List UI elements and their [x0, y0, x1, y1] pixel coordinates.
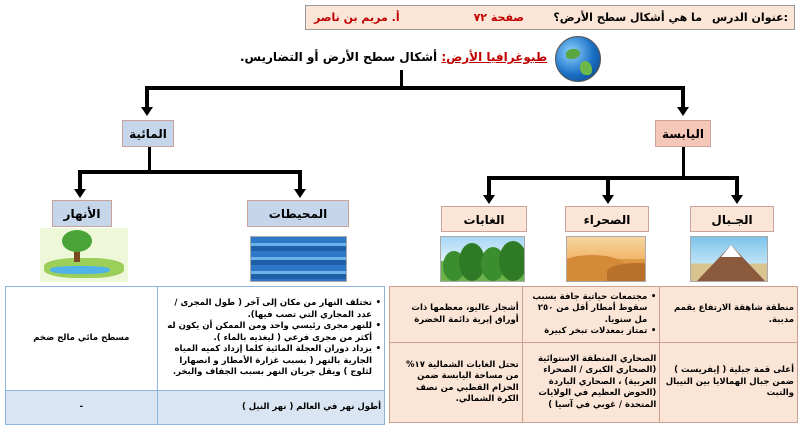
- table-row: [390, 343, 798, 423]
- connector-line: [606, 176, 610, 196]
- table-row: [390, 287, 798, 343]
- list-item: • يزداد دوران العجلة المائية كلما إزداد كميه المياه الجارية بالنهر ( بسبب غزارة الأمطار و انصهارا لثلوج ) ويقل جريان النهر بسبب الجفاف والبخر.: [161, 344, 381, 379]
- connector-line: [148, 147, 151, 171]
- desert-image: [566, 236, 646, 282]
- list-item: • مجتمعات حياتية جافة بسبب سقوط أمطار أقل من ٢٥٠ مل سنويا.: [526, 292, 657, 327]
- mountains-definition: منطقة شاهقة الارتفاع بقمم مدببة.: [660, 287, 798, 343]
- category-oceans: المحيطات: [247, 200, 349, 227]
- category-forests: الغابات: [441, 206, 527, 232]
- river-image: [40, 228, 128, 282]
- connector-line: [145, 86, 149, 108]
- category-desert: الصحراء: [565, 206, 649, 232]
- connector-line: [487, 176, 491, 196]
- lesson-title: ما هي أشكال سطح الأرض؟: [553, 11, 702, 24]
- rivers-example: أطول نهر في العالم ( نهر النيل ): [157, 391, 384, 425]
- arrow-icon: [141, 107, 153, 116]
- lesson-label: عنوان الدرس:: [711, 11, 788, 24]
- arrow-icon: [294, 189, 306, 198]
- arrow-icon: [731, 195, 743, 204]
- main-title-highlight: طبوغرافيا الأرض:: [441, 50, 548, 64]
- connector-line: [681, 86, 685, 108]
- forest-image: [440, 236, 525, 282]
- category-rivers: الأنهار: [52, 200, 112, 227]
- oceans-definition: مسطح مائي مالح ضخم: [6, 287, 158, 391]
- connector-line: [298, 170, 302, 190]
- arrow-icon: [74, 189, 86, 198]
- connector-line: [682, 147, 685, 177]
- mountain-image: [690, 236, 768, 282]
- forests-definition: أشجار عاليو، معظمها ذات أوراق إبرية دائمة الخضرة: [390, 287, 523, 343]
- table-row: [6, 391, 385, 425]
- water-table: [5, 286, 385, 425]
- table-row: [6, 287, 385, 391]
- list-item: • تمتاز بمعدلات تبخر كبيرة: [526, 326, 657, 338]
- connector-line: [735, 176, 739, 196]
- globe-icon: [555, 36, 601, 82]
- connector-line: [145, 86, 685, 90]
- main-title: [240, 50, 547, 64]
- category-mountains: الجـبال: [690, 206, 774, 232]
- category-land: اليابسة: [655, 120, 711, 147]
- list-item: • تختلف النهار من مكان إلى آخر ( طول المجرى / عدد المجاري التي تصب فيها).: [161, 298, 381, 321]
- arrow-icon: [602, 195, 614, 204]
- oceans-example: -: [6, 391, 158, 425]
- land-table: [389, 286, 798, 423]
- category-water: المائية: [122, 120, 174, 147]
- connector-line: [78, 170, 82, 190]
- lesson-header: [305, 5, 795, 30]
- main-title-text: أشكال سطح الأرض أو التضاريس.: [240, 50, 438, 64]
- rivers-features: [157, 287, 384, 391]
- arrow-icon: [483, 195, 495, 204]
- mountains-example: أعلى قمة جبلية ( إيفريست ) ضمن جبال الهمالايا بين النيبال والتبت: [660, 343, 798, 423]
- connector-line: [78, 170, 302, 174]
- arrow-icon: [677, 107, 689, 116]
- connector-line: [487, 176, 739, 180]
- ocean-image: [250, 236, 347, 282]
- list-item: • للنهر مجرى رئيسي واحد ومن الممكن أن يكون له أكثر من مجرى فرعي ( ليغذيه بالماء ).: [161, 321, 381, 344]
- desert-example: الصحاري المنطقة الاستوائية (الصحاري الكبرى / الصحراء العربية) ، الصحاري الباردة (الحوض العظيم في الولايات المتحدة / غوبي في آسيا ): [522, 343, 660, 423]
- page-number: صفحة ٧٢: [473, 11, 524, 24]
- desert-features: [522, 287, 660, 343]
- forests-example: تحتل الغابات الشمالية ١٧% من مساحة اليابسة ضمن الحزام القطبي من نصف الكرة الشمالي.: [390, 343, 523, 423]
- teacher-name: أ. مريم بن ناصر: [314, 11, 400, 24]
